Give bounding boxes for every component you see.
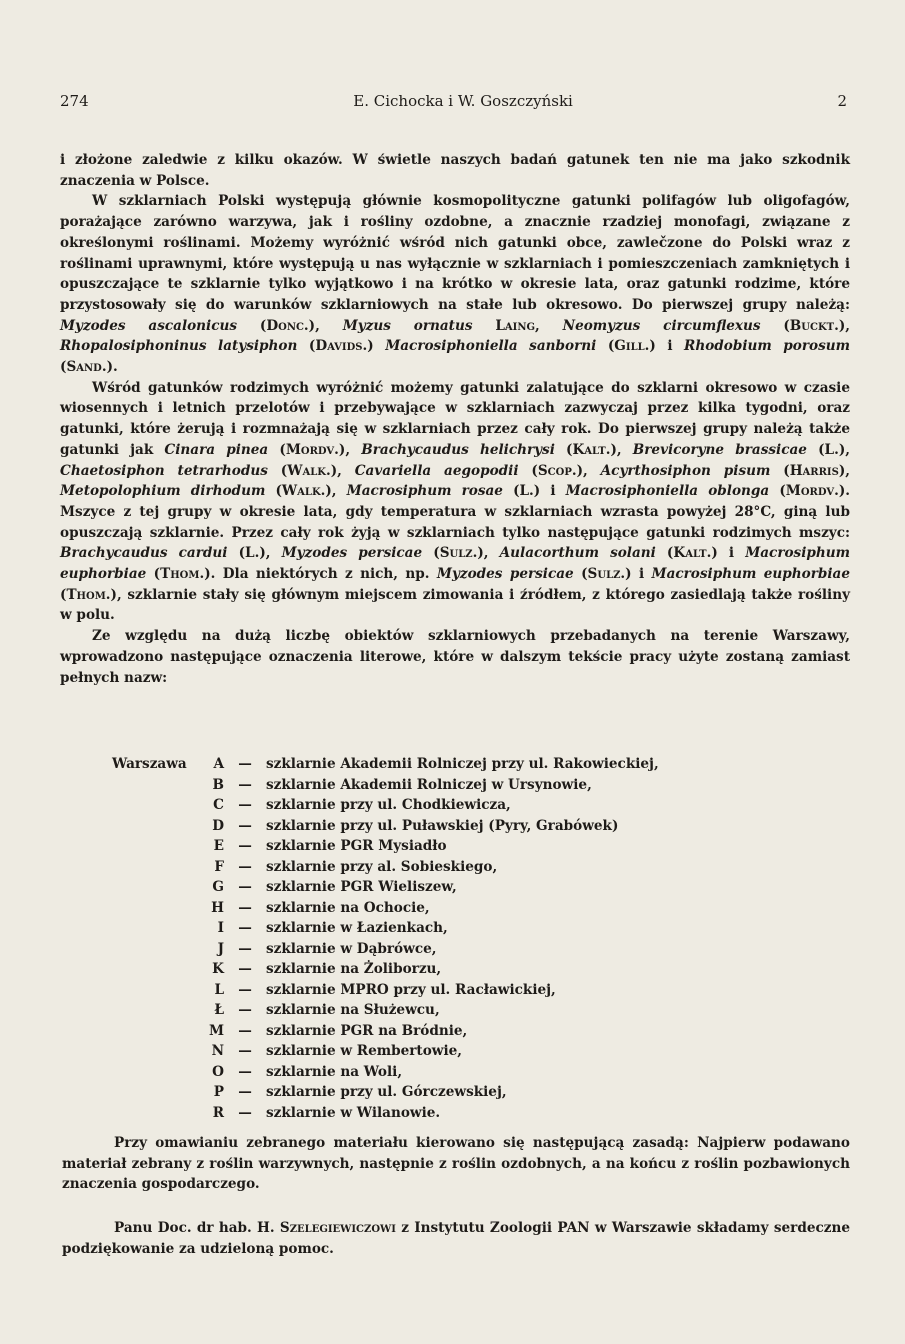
dash: —: [238, 899, 252, 916]
author-abbrev: Buckt.: [789, 317, 839, 334]
list-item: [112, 1062, 659, 1083]
list-item: [112, 816, 659, 837]
author-abbrev: Kalt.: [572, 441, 611, 458]
location-code: Ł: [214, 1002, 224, 1018]
list-item: [112, 939, 659, 960]
location-code: K: [212, 961, 224, 977]
species-name: Cinara pinea: [164, 441, 269, 458]
list-item: [112, 877, 659, 898]
species-name: Acyrthosiphon pisum: [600, 462, 771, 479]
list-item: [112, 775, 659, 796]
location-code: G: [212, 879, 224, 895]
list-item: [112, 836, 659, 857]
species-name: Neomyzus circumflexus: [562, 317, 761, 334]
author-abbrev: Thom.: [66, 586, 111, 603]
location-code: R: [212, 1104, 224, 1121]
location-description: szklarnie w Łazienkach,: [266, 920, 448, 936]
list-item: [112, 1041, 659, 1062]
location-code: J: [217, 940, 224, 957]
author-abbrev: Thom.: [160, 566, 205, 583]
author-abbrev: Gill.: [614, 338, 650, 355]
body-text: [60, 150, 850, 688]
location-code: H: [211, 899, 224, 916]
species-name: Chaetosiphon tetrarhodus: [60, 462, 268, 479]
author-abbrev: Sulz.: [587, 566, 626, 583]
dash: —: [238, 1104, 252, 1121]
species-name: Aulacorthum solani: [499, 545, 656, 562]
list-item: [112, 1082, 659, 1103]
dash: —: [238, 1063, 252, 1080]
species-name: Macrosiphum rosae: [346, 483, 503, 500]
location-code: E: [213, 838, 224, 854]
list-item: [112, 857, 659, 878]
dash: —: [238, 858, 252, 875]
list-item: [112, 959, 659, 980]
location-description: szklarnie w Wilanowie.: [266, 1104, 441, 1121]
author-abbrev: L.: [245, 545, 260, 562]
author-abbrev: Sulz.: [439, 545, 478, 562]
running-header: [60, 92, 847, 110]
species-name: Cavariella aegopodii: [354, 462, 519, 479]
running-authors: E. Cichocka i W. Goszczyński: [353, 92, 573, 110]
species-name: Myzodes persicae: [436, 566, 574, 583]
location-code: F: [214, 858, 224, 875]
species-name: Metopolophium dirhodum: [60, 483, 266, 500]
p2-text: W szklarniach Polski występują głównie kosmopolityczne gatunki polifagów lub oligofagów, porażające zarówno warzywa, jak i rośliny ozdobne, a znacznie rzadziej monofagi, związane z określonymi roślinami. Możemy wyróżnić wśród nich gatunki obce, zawlečzone do Polski wraz z roślinami uprawnymi, które występują u nas wyłącznie w szklarniach i pomieszczeniach zamkniętych i opuszczające te szklarnie tylko wyjątkowo i na krótko w okresie lata, oraz gatunki rodzime, które przystosowały się do warunków szklarniowych na stałe lub okresowo. Do pierwszej grupy należą:: [60, 193, 850, 313]
p3-text: Mszyce z tej grupy w okresie lata, gdy temperatura w szklarniach wzrasta powyżej 28°C, giną lub opuszczają szklarnie. Przez cały rok żyją w szklarniach tylko następujące gatunki rodzimych mszyc:: [60, 503, 850, 541]
author-abbrev: L.: [519, 483, 534, 500]
location-description: szklarnie na Żoliborzu,: [266, 961, 442, 977]
author-abbrev: L.: [824, 441, 839, 458]
species-name: Rhopalosiphoninus latysiphon: [60, 338, 298, 355]
p3-text: Wśród gatunków rodzimych wyróżnić możemy gatunki zalatujące do szklarni okresowo w czasie wiosennych i letnich przelotów i przebywające w szklarniach zazwyczaj przez kilka tygodni, oraz gatunki, które żerują i rozmnażają się w szklarniach przez cały rok. Do pierwszej grupy należą także gatunki jak: [60, 379, 850, 458]
location-code: O: [212, 1063, 224, 1080]
dash: —: [238, 940, 252, 957]
species-name: Brachycaudus helichrysi: [361, 441, 555, 458]
paragraph-4: Ze względu na dużą liczbę obiektów szklarniowych przebadanych na terenie Warszawy, wprowadzono następujące oznaczenia literowe, które w dalszym tekście pracy użyte zostaną zamiast pełnych nazw:: [60, 628, 850, 686]
location-description: szklarnie PGR Wieliszew,: [266, 879, 457, 895]
location-description: szklarnie MPRO przy ul. Racławickiej,: [266, 981, 556, 998]
location-description: szklarnie Akademii Rolniczej przy ul. Rakowieckiej,: [266, 756, 659, 772]
author-abbrev: Mordv.: [285, 441, 339, 458]
list-item: [112, 795, 659, 816]
location-description: szklarnie PGR na Bródnie,: [266, 1022, 468, 1039]
location-code: N: [211, 1043, 224, 1059]
species-name: Myzodes persicae: [281, 545, 423, 562]
species-name: Macrosiphum euphorbiae: [651, 566, 851, 583]
species-name: Myzodes ascalonicus: [60, 317, 238, 334]
author-abbrev: Davids.: [315, 338, 368, 355]
dash: —: [238, 797, 252, 813]
author-abbrev: Harris: [789, 462, 839, 479]
dash: —: [238, 1022, 252, 1039]
location-description: szklarnie przy ul. Puławskiej (Pyry, Grabówek): [266, 817, 619, 834]
list-item: [112, 1000, 659, 1021]
location-description: szklarnie na Ochocie,: [266, 899, 430, 916]
city-label: Warszawa: [112, 756, 187, 772]
location-description: szklarnie Akademii Rolniczej w Ursynowie,: [266, 776, 592, 793]
author-abbrev: Kalt.: [673, 545, 712, 562]
page-number: 274: [60, 92, 89, 110]
dash: —: [238, 981, 252, 998]
location-description: szklarnie w Rembertowie,: [266, 1043, 463, 1059]
dash: —: [238, 1043, 252, 1059]
location-description: szklarnie przy ul. Górczewskiej,: [266, 1084, 507, 1100]
paragraph-2: W szklarniach Polski występują głównie kosmopolityczne gatunki polifagów lub oligofagów, porażające zarówno warzywa, jak i rośliny ozdobne, a znacznie rzadziej monofagi, związane z określonymi roślinami. Możemy wyróżnić wśród nich gatunki obce, zawlečzone do Polski wraz z roślinami uprawnymi, które występują u nas wyłącznie w szklarniach i pomieszczeniach zamkniętych i opuszczające te szklarnie tylko wyjątkowo i na krótko w okresie lata, oraz gatunki rodzime, które przystosowały się do warunków szklarniowych na stałe lub okresowo. Do pierwszej grupy należą: Myzodes ascalonicus (Donc.), Myzus ornatus Laing, Neomyzus circumflexus (Buckt.), Rhopalosiphoninus latysiphon (Davids.) Macrosiphoniella sanborni (Gill.) i Rhodobium porosum (Sand.).: [60, 193, 851, 376]
paragraph-1: i złożone zaledwie z kilku okazów. W świetle naszych badań gatunek ten nie ma jako szkodnik znaczenia w Polsce.: [60, 152, 850, 189]
author-abbrev: Laing: [495, 317, 536, 334]
ack-text: z Instytutu Zoologii PAN w Warszawie składamy serdeczne podziękowanie za udzieloną pomoc.: [62, 1220, 851, 1257]
location-description: szklarnie przy al. Sobieskiego,: [266, 858, 498, 875]
author-abbrev: Sand.: [66, 359, 107, 376]
dash: —: [238, 1002, 252, 1018]
list-item: [112, 918, 659, 939]
location-code: D: [212, 817, 224, 834]
location-description: szklarnie na Woli,: [266, 1063, 403, 1080]
location-description: szklarnie PGR Mysiadło: [266, 838, 447, 854]
author-abbrev: Walk.: [281, 483, 326, 500]
species-name: Brevicoryne brassicae: [632, 441, 807, 458]
dash: —: [238, 838, 252, 854]
issue-number: 2: [837, 92, 847, 110]
author-abbrev: Mordv.: [785, 483, 839, 500]
dash: —: [238, 756, 252, 772]
author-abbrev: Donc.: [266, 317, 309, 334]
list-item: [112, 1021, 659, 1042]
dash: —: [238, 920, 252, 936]
location-code: P: [213, 1084, 224, 1100]
location-code: I: [217, 920, 224, 936]
p3-text: Dla niektórych z nich, np.: [222, 566, 437, 583]
list-item: [112, 980, 659, 1001]
acknowledgement-paragraph: [62, 1218, 850, 1259]
location-description: szklarnie na Służewcu,: [266, 1002, 440, 1018]
p3-text: szklarnie stały się głównym miejscem zimowania i źródłem, z którego zasiedlają także rośliny w polu.: [60, 586, 850, 624]
species-name: Macrosiphoniella sanborni: [385, 338, 597, 355]
location-description: szklarnie w Dąbrówce,: [266, 940, 437, 957]
species-name: Brachycaudus cardui: [60, 545, 228, 562]
location-description: szklarnie przy ul. Chodkiewicza,: [266, 797, 511, 813]
species-name: Macrosiphoniella oblonga: [565, 483, 770, 500]
dash: —: [238, 1084, 252, 1100]
paragraph-3: Wśród gatunków rodzimych wyróżnić możemy gatunki zalatujące do szklarni okresowo w czasie wiosennych i letnich przelotów i przebywające w szklarniach zazwyczaj przez kilka tygodni, oraz gatunki, które żerują i rozmnażają się w szklarniach przez cały rok. Do pierwszej grupy należą także gatunki jak Cinara pinea (Mordv.), Brachycaudus helichrysi (Kalt.), Brevicoryne brassicae (L.), Chaetosiphon tetrarhodus (Walk.), Cavariella aegopodii (Scop.), Acyrthosiphon pisum (Harris), Metopolophium dirhodum (Walk.), Macrosiphum rosae (L.) i Macrosiphoniella oblonga (Mordv.). Mszyce z tej grupy w okresie lata, gdy temperatura w szklarniach wzrasta powyżej 28°C, giną lub opuszczają szklarnie. Przez cały rok żyją w szklarniach tylko następujące gatunki rodzimych mszyc: Brachycaudus cardui (L.), Myzodes persicae (Sulz.), Aulacorthum solani (Kalt.) i Macrosiphum euphorbiae (Thom.). Dla niektórych z nich, np. Myzodes persicae (Sulz.) i Macrosiphum euphorbiae (Thom.), szklarnie stały się głównym miejscem zimowania i źródłem, z którego zasiedlają także rośliny w polu.: [60, 379, 851, 624]
species-name: Rhodobium porosum: [684, 338, 851, 355]
location-code: C: [213, 797, 224, 813]
dash: —: [238, 776, 252, 793]
person-name: Szelegiewiczowi: [279, 1220, 396, 1236]
dash: —: [238, 961, 252, 977]
location-code-list: [112, 754, 659, 1123]
ack-text: Panu Doc. dr hab. H.: [114, 1220, 280, 1236]
location-code: L: [214, 981, 224, 998]
author-abbrev: Walk.: [287, 462, 331, 479]
acknowledgement: [62, 1218, 850, 1259]
location-code: M: [208, 1022, 224, 1039]
list-item: [112, 754, 659, 775]
list-item: [112, 898, 659, 919]
species-name: Macrosiphum euphorbiae: [60, 545, 851, 583]
location-code: A: [213, 756, 224, 772]
dash: —: [238, 817, 252, 834]
list-item: [112, 1103, 659, 1124]
author-abbrev: Scop.: [537, 462, 577, 479]
species-name: Myzus ornatus: [342, 317, 473, 334]
location-code: B: [212, 776, 224, 793]
dash: —: [238, 879, 252, 895]
method-paragraph: Przy omawianiu zebranego materiału kierowano się następującą zasadą: Najpierw podawano materiał zebrany z roślin warzywnych, następnie z roślin ozdobnych, a na końcu z roślin pozbawionych znaczenia gospodarczego.: [62, 1135, 850, 1193]
method-note: [62, 1133, 850, 1195]
